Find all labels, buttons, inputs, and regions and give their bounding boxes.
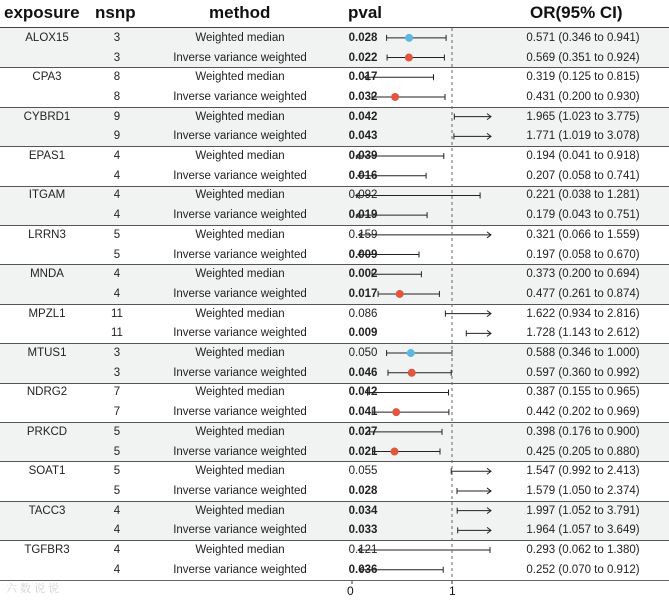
- or-ci-text: 0.221 (0.038 to 1.281): [526, 189, 640, 202]
- method-label: Inverse variance weighted: [173, 445, 307, 458]
- nsnp-value: 4: [113, 544, 121, 557]
- nsnp-value: 4: [113, 209, 121, 222]
- method-label: Weighted median: [195, 386, 285, 399]
- header-method: method: [209, 3, 271, 22]
- red-point-marker: [405, 54, 413, 62]
- exposure-label: CYBRD1: [23, 110, 71, 123]
- method-label: Weighted median: [195, 150, 285, 163]
- pval-value: 0.021: [348, 445, 378, 458]
- method-label: Inverse variance weighted: [173, 366, 307, 379]
- method-label: Inverse variance weighted: [173, 90, 307, 103]
- or-ci-text: 0.431 (0.200 to 0.930): [526, 90, 640, 103]
- method-label: Inverse variance weighted: [173, 484, 307, 497]
- nsnp-value: 4: [113, 150, 121, 163]
- exposure-label: SOAT1: [28, 465, 66, 478]
- nsnp-value: 4: [113, 189, 121, 202]
- pval-value: 0.009: [348, 327, 378, 340]
- exposure-label: MNDA: [30, 268, 64, 281]
- pval-value: 0.046: [348, 366, 378, 379]
- pval-value: 0.022: [348, 51, 378, 64]
- method-label: Inverse variance weighted: [173, 524, 307, 537]
- pval-value: 0.036: [348, 563, 378, 576]
- pval-value: 0.092: [348, 189, 378, 202]
- nsnp-value: 3: [113, 51, 121, 64]
- pval-value: 0.027: [348, 425, 378, 438]
- nsnp-value: 8: [113, 71, 121, 84]
- nsnp-value: 3: [113, 347, 121, 360]
- pval-value: 0.016: [348, 169, 378, 182]
- nsnp-value: 8: [113, 90, 121, 103]
- or-ci-text: 1.964 (1.057 to 3.649): [526, 524, 640, 537]
- pval-value: 0.055: [348, 465, 378, 478]
- nsnp-value: 5: [113, 465, 121, 478]
- method-label: Weighted median: [195, 307, 285, 320]
- pval-value: 0.039: [348, 150, 378, 163]
- or-ci-text: 0.425 (0.205 to 0.880): [526, 445, 640, 458]
- red-point-marker: [408, 369, 416, 377]
- method-label: Weighted median: [195, 110, 285, 123]
- or-ci-text: 0.179 (0.043 to 0.751): [526, 209, 640, 222]
- nsnp-value: 5: [113, 445, 121, 458]
- nsnp-value: 5: [113, 248, 121, 261]
- exposure-label: EPAS1: [28, 150, 66, 163]
- pval-value: 0.002: [348, 268, 378, 281]
- or-ci-text: 1.997 (1.052 to 3.791): [526, 504, 640, 517]
- nsnp-value: 11: [111, 327, 123, 340]
- pval-value: 0.017: [348, 287, 378, 300]
- exposure-label: CPA3: [32, 71, 62, 84]
- exposure-label: PRKCD: [26, 425, 68, 438]
- pval-value: 0.121: [348, 544, 378, 557]
- nsnp-value: 4: [113, 287, 121, 300]
- pval-value: 0.050: [348, 347, 378, 360]
- exposure-label: TACC3: [28, 504, 66, 517]
- or-ci-text: 0.207 (0.058 to 0.741): [526, 169, 640, 182]
- method-label: Weighted median: [195, 504, 285, 517]
- method-label: Inverse variance weighted: [173, 130, 307, 143]
- nsnp-value: 4: [113, 268, 121, 281]
- method-label: Weighted median: [195, 425, 285, 438]
- or-ci-text: 1.547 (0.992 to 2.413): [526, 465, 640, 478]
- pval-value: 0.033: [348, 524, 378, 537]
- pval-value: 0.009: [348, 248, 378, 261]
- pval-value: 0.028: [348, 31, 378, 44]
- exposure-label: LRRN3: [28, 228, 66, 241]
- axis-tick-0: 0: [347, 584, 354, 598]
- or-ci-text: 0.398 (0.176 to 0.900): [526, 425, 640, 438]
- method-label: Inverse variance weighted: [173, 209, 307, 222]
- exposure-label: ITGAM: [28, 189, 66, 202]
- or-ci-text: 0.194 (0.041 to 0.918): [526, 150, 640, 163]
- or-ci-text: 0.197 (0.058 to 0.670): [526, 248, 640, 261]
- or-ci-text: 1.771 (1.019 to 3.078): [526, 130, 640, 143]
- exposure-label: ALOX15: [25, 31, 69, 44]
- axis-tick-1: 1: [449, 584, 456, 598]
- or-ci-text: 0.477 (0.261 to 0.874): [526, 287, 640, 300]
- or-ci-text: 0.387 (0.155 to 0.965): [526, 386, 640, 399]
- nsnp-value: 4: [113, 524, 121, 537]
- method-label: Inverse variance weighted: [173, 327, 307, 340]
- exposure-label: NDRG2: [26, 386, 68, 399]
- pval-value: 0.042: [348, 110, 378, 123]
- pval-value: 0.041: [348, 406, 378, 419]
- method-label: Inverse variance weighted: [173, 248, 307, 261]
- pval-value: 0.034: [348, 504, 378, 517]
- or-ci-text: 0.597 (0.360 to 0.992): [526, 366, 640, 379]
- method-label: Weighted median: [195, 228, 285, 241]
- nsnp-value: 4: [113, 563, 121, 576]
- pval-value: 0.017: [348, 71, 378, 84]
- nsnp-value: 3: [113, 31, 121, 44]
- exposure-label: TGFBR3: [24, 544, 70, 557]
- exposure-label: MTUS1: [27, 347, 67, 360]
- axis-line: [0, 580, 669, 581]
- method-label: Inverse variance weighted: [173, 51, 307, 64]
- nsnp-value: 5: [113, 484, 121, 497]
- or-ci-text: 0.569 (0.351 to 0.924): [526, 51, 640, 64]
- or-ci-text: 1.579 (1.050 to 2.374): [526, 484, 640, 497]
- red-point-marker: [391, 93, 399, 101]
- header-pval: pval: [348, 3, 383, 22]
- red-point-marker: [392, 408, 400, 416]
- red-point-marker: [391, 448, 399, 456]
- nsnp-value: 11: [111, 307, 123, 320]
- method-label: Weighted median: [195, 189, 285, 202]
- or-ci-text: 1.965 (1.023 to 3.775): [526, 110, 640, 123]
- pval-value: 0.032: [348, 90, 378, 103]
- watermark: 六 数 说 说: [6, 583, 60, 595]
- pval-value: 0.042: [348, 386, 378, 399]
- header-exposure: exposure: [4, 3, 80, 22]
- method-label: Weighted median: [195, 544, 285, 557]
- method-label: Inverse variance weighted: [173, 563, 307, 576]
- nsnp-value: 4: [113, 169, 121, 182]
- method-label: Inverse variance weighted: [173, 287, 307, 300]
- method-label: Inverse variance weighted: [173, 406, 307, 419]
- or-ci-text: 0.293 (0.062 to 1.380): [526, 544, 640, 557]
- method-label: Weighted median: [195, 347, 285, 360]
- blue-point-marker: [405, 34, 413, 42]
- or-ci-text: 0.588 (0.346 to 1.000): [526, 347, 640, 360]
- nsnp-value: 7: [113, 406, 121, 419]
- header-nsnp: nsnp: [95, 3, 136, 22]
- nsnp-value: 7: [113, 386, 121, 399]
- nsnp-value: 5: [113, 425, 121, 438]
- method-label: Weighted median: [195, 31, 285, 44]
- or-ci-text: 0.373 (0.200 to 0.694): [526, 268, 640, 281]
- or-ci-text: 0.571 (0.346 to 0.941): [526, 31, 640, 44]
- method-label: Weighted median: [195, 71, 285, 84]
- nsnp-value: 9: [113, 130, 121, 143]
- blue-point-marker: [407, 349, 415, 357]
- or-ci-text: 0.442 (0.202 to 0.969): [526, 406, 640, 419]
- nsnp-value: 4: [113, 504, 121, 517]
- exposure-label: MPZL1: [28, 307, 66, 320]
- pval-value: 0.028: [348, 484, 378, 497]
- nsnp-value: 5: [113, 228, 121, 241]
- red-point-marker: [396, 290, 404, 298]
- nsnp-value: 9: [113, 110, 121, 123]
- pval-value: 0.159: [348, 228, 378, 241]
- method-label: Inverse variance weighted: [173, 169, 307, 182]
- method-label: Weighted median: [195, 465, 285, 478]
- or-ci-text: 0.252 (0.070 to 0.912): [526, 563, 640, 576]
- header-or: OR(95% CI): [530, 3, 623, 22]
- or-ci-text: 1.728 (1.143 to 2.612): [526, 327, 640, 340]
- or-ci-text: 1.622 (0.934 to 2.816): [526, 307, 640, 320]
- method-label: Weighted median: [195, 268, 285, 281]
- pval-value: 0.043: [348, 130, 378, 143]
- nsnp-value: 3: [113, 366, 121, 379]
- pval-value: 0.019: [348, 209, 378, 222]
- or-ci-text: 0.319 (0.125 to 0.815): [526, 71, 640, 84]
- pval-value: 0.086: [348, 307, 378, 320]
- or-ci-text: 0.321 (0.066 to 1.559): [526, 228, 640, 241]
